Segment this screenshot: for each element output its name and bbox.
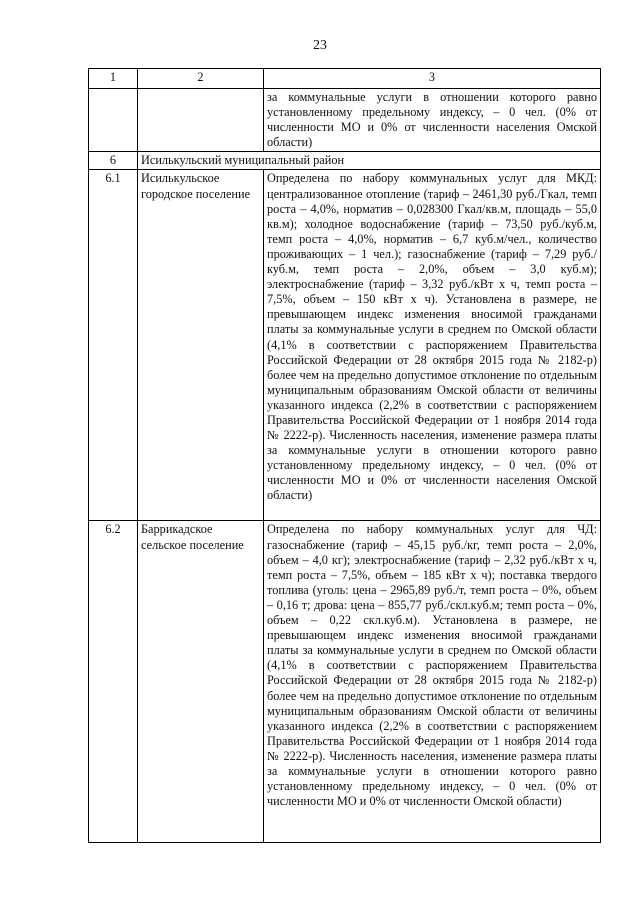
continuation-name-cell [138, 89, 264, 152]
section-row [89, 152, 601, 170]
settlement-name: Баррикадское сельское поселение [138, 521, 264, 843]
settlement-name: Исилькульское городское поселение [138, 170, 264, 521]
page-number: 23 [313, 38, 327, 53]
header-col-1: 1 [89, 69, 138, 89]
section-title: Исилькульский муниципальный район [138, 152, 601, 170]
continuation-number-cell [89, 89, 138, 152]
table-row [89, 521, 601, 843]
row-description: Определена по набору коммунальных услуг для ЧД: газоснабжение (тариф – 45,15 руб./кг, темп роста – 2,0%, объем – 4,0 кг); электроснабжение (тариф – 2,32 руб./кВт х ч, темп роста – 7,5%, объем – 185 кВт х ч); поставка твердого топлива (уголь: цена – 2965,89 руб./т, темп роста – 0%, объем – 0,16 т; дрова: цена – 855,77 руб./скл.куб.м; темп роста – 0%, объем – 0,22 скл.куб.м). Установлена в размере, не превышающем индекс изменения вносимой гражданами платы за коммунальные услуги в среднем по Омской области (4,1% в соответствии с распоряжением Правительства Российской Федерации от 28 октября 2015 года № 2182-р) более чем на предельно допустимое отклонение по отдельным муниципальным образованиям Омской области от величины указанного индекса (2,2% в соответствии с распоряжением Правительства Российской Федерации от 1 ноября 2014 года № 2222-р). Численность населения, изменение размера платы за коммунальные услуги в отношении которого равно установленному предельному индексу, – 0 чел. (0% от численности МО и 0% от численности Омской области) [264, 521, 601, 843]
section-number: 6 [89, 152, 138, 170]
row-description: Определена по набору коммунальных услуг для МКД: централизованное отопление (тариф – 2461,30 руб./Гкал, темп роста – 4,0%, норматив – 0,028300 Гкал/кв.м, площадь – 55,0 кв.м); холодное водоснабжение (тариф – 73,50 руб./куб.м, темп роста – 4,0%, норматив – 6,7 куб.м/чел., количество проживающих – 1 чел.); газоснабжение (тариф – 7,29 руб./куб.м, темп роста – 2,0%, объем – 3,0 куб.м); электроснабжение (тариф – 3,32 руб./кВт х ч, темп роста – 7,5%, объем – 150 кВт х ч). Установлена в размере, не превышающем индекс изменения вносимой гражданами платы за коммунальные услуги в среднем по Омской области (4,1% в соответствии с распоряжением Правительства Российской Федерации от 28 октября 2015 года № 2182-р) более чем на предельно допустимое отклонение по отдельным муниципальным образованиям Омской области от величины указанного индекса (2,2% в соответствии с распоряжением Правительства Российской Федерации от 1 ноября 2014 года № 2222-р). Численность населения, изменение размера платы за коммунальные услуги в отношении которого равно установленному предельному индексу, – 0 чел. (0% от численности МО и 0% от численности населения Омской области) [264, 170, 601, 521]
continuation-row [89, 89, 601, 152]
tariff-table [88, 68, 601, 843]
row-number: 6.2 [89, 521, 138, 843]
row-number: 6.1 [89, 170, 138, 521]
header-col-2: 2 [138, 69, 264, 89]
header-col-3: 3 [264, 69, 601, 89]
table-row [89, 170, 601, 521]
table-header-row [89, 69, 601, 89]
continuation-text: за коммунальные услуги в отношении которого равно установленному предельному индексу, – 0 чел. (0% от численности МО и 0% от численности населения Омской области) [264, 89, 601, 152]
